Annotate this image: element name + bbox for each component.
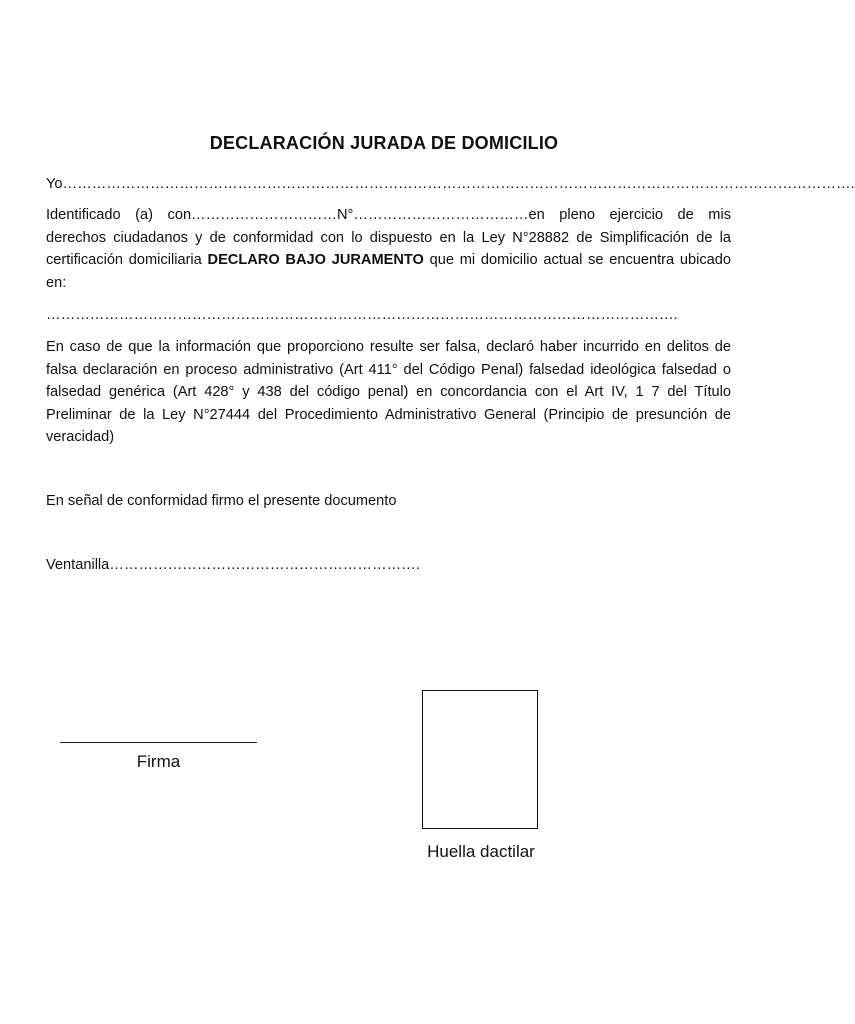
place-date-line: Ventanilla………………………………………………………. xyxy=(46,557,420,573)
falsehood-clause-paragraph: En caso de que la información que proporciono resulte ser falsa, declaró haber incurrido en delitos de falsa declaración en proceso administrativo (Art 411° del Código Penal) falsedad ideológica falsedad o falsedad genérica (Art 428° y 438 del código penal) en concordancia con el Art IV, 1 7 del Título Preliminar de la Ley N°27444 del Procedimiento Administrativo General (Principio de presunción de veracidad) xyxy=(46,339,731,445)
declaration-emphasis: DECLARO BAJO JURAMENTO xyxy=(207,252,424,268)
signature-label: Firma xyxy=(136,752,181,771)
document-title: DECLARACIÓN JURADA DE DOMICILIO xyxy=(209,133,559,153)
conformity-statement: En señal de conformidad firmo el presente documento xyxy=(46,493,397,509)
name-line: Yo………………………………………………………………………………………………………………………………………………. xyxy=(46,176,855,192)
fingerprint-box xyxy=(422,690,538,829)
fingerprint-label: Huella dactilar xyxy=(427,842,535,861)
identification-outro: que mi domicilio actual se encuentra ubicado en: xyxy=(46,252,731,291)
signature-line xyxy=(60,742,257,743)
identification-intro: Identificado (a) con…………………………N°………………………………en pleno ejercicio de mis derechos ciudadanos y de conformidad con lo dispuesto en la Ley N°28882 de Simplificación de la certificación domiciliaria xyxy=(46,207,731,268)
address-line: …………………………………………………………………………………………………………………. xyxy=(46,307,678,323)
identification-paragraph xyxy=(46,204,731,294)
